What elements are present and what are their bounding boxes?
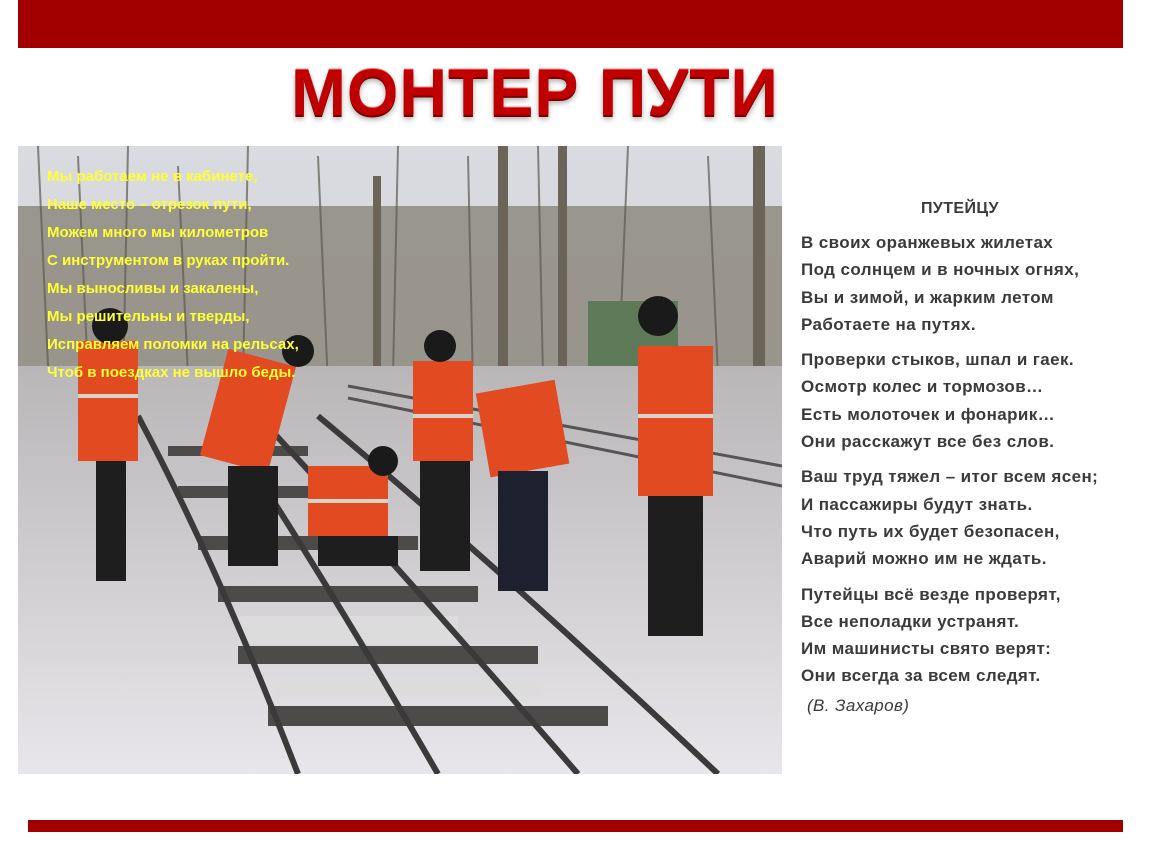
poem — [801, 200, 1141, 717]
poem-stanza — [801, 349, 1141, 458]
verse-line: Мы решительны и тверды, — [47, 308, 250, 325]
poem-line: Вы и зимой, и жарким летом — [801, 287, 1054, 307]
poem-line: Аварий можно им не ждать. — [801, 549, 1047, 569]
top-accent-bar — [18, 0, 1123, 48]
poem-author: (В. Захаров) — [807, 695, 910, 715]
poem-stanza — [801, 584, 1141, 693]
poem-title: ПУТЕЙЦУ — [921, 200, 999, 217]
verse-line: Мы выносливы и закалены, — [47, 280, 259, 297]
poem-line: Проверки стыков, шпал и гаек. — [801, 350, 1075, 370]
poem-line: Ваш труд тяжел – итог всем ясен; — [801, 467, 1099, 487]
verse-line: С инструментом в руках пройти. — [47, 252, 290, 269]
poem-line: И пассажиры будут знать. — [801, 494, 1033, 514]
poem-line: Работаете на путях. — [801, 314, 976, 334]
poem-line: Все неполадки устранят. — [801, 611, 1020, 631]
poem-line: Есть молоточек и фонарик… — [801, 404, 1056, 424]
poem-line: Им машинисты свято верят: — [801, 639, 1052, 659]
poem-line: Путейцы всё везде проверят, — [801, 584, 1061, 604]
photo-verse — [47, 168, 407, 392]
verse-line: Исправляем поломки на рельсах, — [47, 336, 299, 353]
poem-stanza — [801, 466, 1141, 575]
verse-line: Мы работаем не в кабинете, — [47, 168, 258, 185]
railway-workers-photo — [18, 146, 782, 774]
verse-line: Можем много мы километров — [47, 224, 269, 241]
bottom-accent-bar — [28, 820, 1123, 832]
poem-line: Они всегда за всем следят. — [801, 666, 1041, 686]
poem-line: Что путь их будет безопасен, — [801, 521, 1060, 541]
poem-line: Осмотр колес и тормозов… — [801, 377, 1044, 397]
verse-line: Чтоб в поездках не вышло беды. — [47, 364, 296, 381]
poem-stanza — [801, 232, 1141, 341]
slide-title: МОНТЕР ПУТИ — [291, 55, 779, 129]
verse-line: Наше место – отрезок пути, — [47, 196, 252, 213]
poem-line: Под солнцем и в ночных огнях, — [801, 260, 1080, 280]
poem-line: В своих оранжевых жилетах — [801, 233, 1054, 252]
poem-line: Они расскажут все без слов. — [801, 432, 1055, 452]
